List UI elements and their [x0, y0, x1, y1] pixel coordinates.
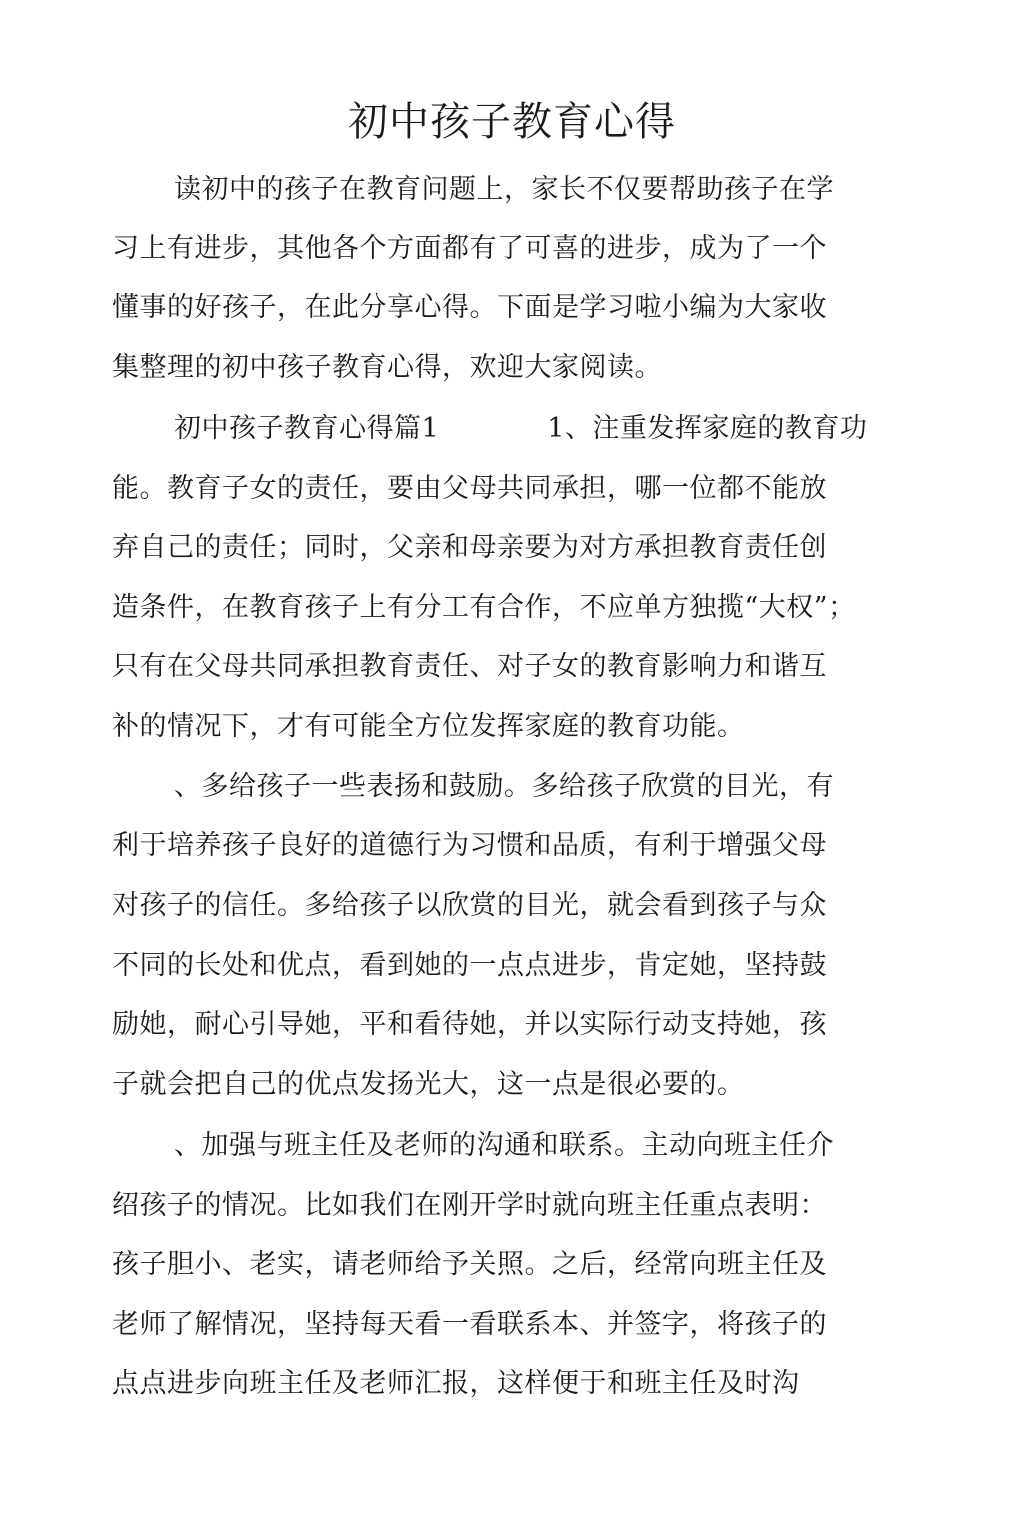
- paragraph-line: 励她，耐心引导她，平和看待她，并以实际行动支持她，孩: [112, 1009, 827, 1040]
- paragraph-line: 不同的长处和优点，看到她的一点点进步，肯定她，坚持鼓: [112, 950, 827, 981]
- paragraph-line: 只有在父母共同承担教育责任、对子女的教育影响力和谐互: [112, 651, 827, 682]
- paragraph-line: 老师了解情况，坚持每天看一看联系本、并签字，将孩子的: [112, 1309, 827, 1340]
- paragraph-line: 、加强与班主任及老师的沟通和联系。主动向班主任介: [174, 1130, 834, 1161]
- paragraph-line: 能。教育子女的责任，要由父母共同承担，哪一位都不能放: [112, 473, 827, 504]
- paragraph-line: 、多给孩子一些表扬和鼓励。多给孩子欣赏的目光，有: [174, 771, 834, 802]
- paragraph-line: 懂事的好孩子，在此分享心得。下面是学习啦小编为大家收: [112, 292, 827, 323]
- paragraph-line: 读初中的孩子在教育问题上，家长不仅要帮助孩子在学: [174, 174, 834, 205]
- section-heading-label: 初中孩子教育心得篇1: [174, 413, 440, 444]
- paragraph-line: 子就会把自己的优点发扬光大，这一点是很必要的。: [112, 1069, 745, 1100]
- paragraph-line: 对孩子的信任。多给孩子以欣赏的目光，就会看到孩子与众: [112, 890, 827, 921]
- paragraph-line: 弃自己的责任；同时，父亲和母亲要为对方承担教育责任创: [112, 532, 827, 563]
- paragraph-line: 集整理的初中孩子教育心得，欢迎大家阅读。: [112, 352, 662, 383]
- paragraph-line: 点点进步向班主任及老师汇报，这样便于和班主任及时沟: [112, 1368, 800, 1399]
- section-heading-line: [174, 399, 974, 459]
- paragraph-line: 习上有进步，其他各个方面都有了可喜的进步，成为了一个: [112, 233, 827, 264]
- paragraph-line: 绍孩子的情况。比如我们在刚开学时就向班主任重点表明：: [112, 1190, 827, 1221]
- paragraph-line: 孩子胆小、老实，请老师给予关照。之后，经常向班主任及: [112, 1249, 827, 1280]
- document-title: 初中孩子教育心得: [348, 99, 676, 145]
- paragraph-line: 造条件，在教育孩子上有分工有合作，不应单方独揽“大权”；: [112, 592, 856, 623]
- paragraph-line: 补的情况下，才有可能全方位发挥家庭的教育功能。: [112, 711, 745, 742]
- section-heading-item: 1、注重发挥家庭的教育功: [547, 413, 868, 444]
- paragraph-line: 利于培养孩子良好的道德行为习惯和品质，有利于增强父母: [112, 830, 827, 861]
